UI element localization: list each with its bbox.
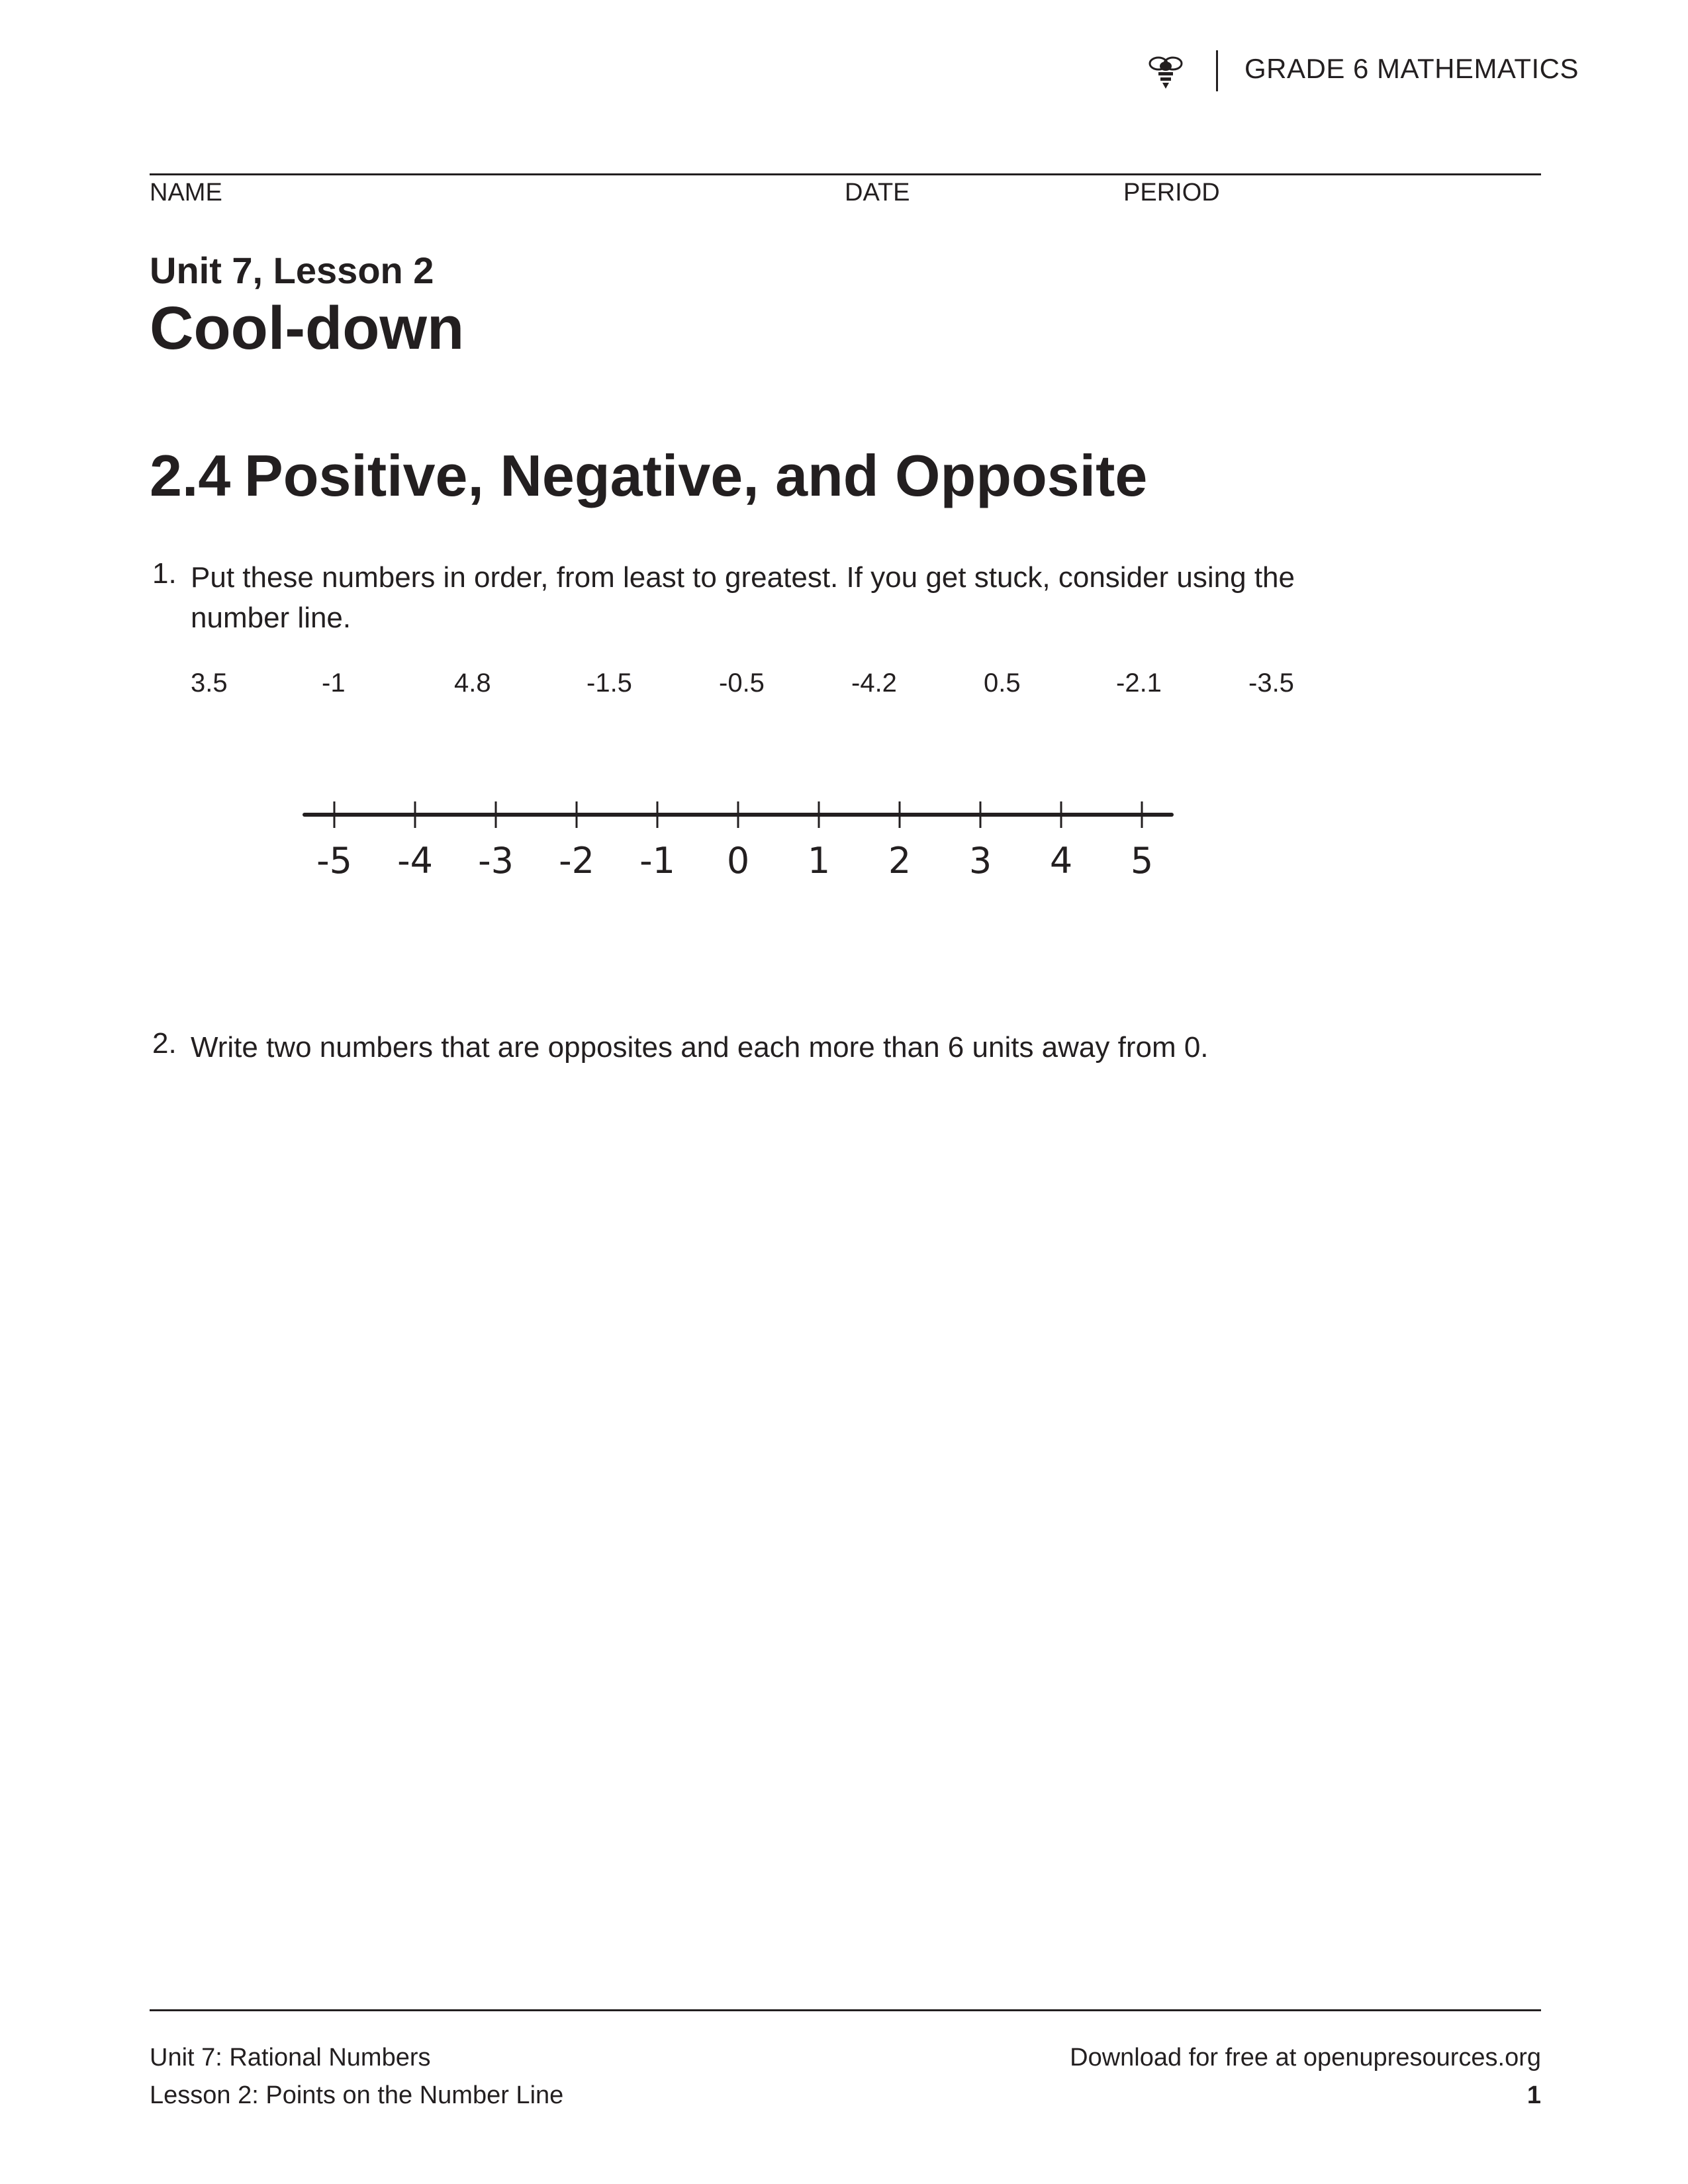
page-title: Cool-down — [150, 295, 465, 362]
footer-unit: Unit 7: Rational Numbers — [150, 2044, 431, 2071]
footer-rule — [150, 2009, 1541, 2011]
number-item: 4.8 — [454, 668, 491, 698]
bee-logo-icon — [1145, 52, 1186, 93]
number-line-tick-label: -1 — [639, 840, 675, 882]
number-item: -3.5 — [1248, 668, 1294, 698]
number-line-tick-label: 5 — [1130, 840, 1154, 882]
section-number: 2.4 — [150, 443, 231, 508]
section-title: Positive, Negative, and Opposite — [244, 443, 1148, 508]
footer-download-link[interactable]: Download for free at openupresources.org — [1070, 2044, 1541, 2071]
name-date-rule — [150, 173, 1541, 175]
footer-lesson: Lesson 2: Points on the Number Line — [150, 2081, 564, 2109]
question-1-text: Put these numbers in order, from least to greatest. If you get stuck, consider using the number line. — [191, 561, 1295, 634]
number-line — [291, 791, 1218, 890]
number-item: -0.5 — [719, 668, 765, 698]
number-line-tick-label: 3 — [968, 840, 992, 882]
unit-lesson-heading: Unit 7, Lesson 2 — [150, 250, 434, 291]
number-line-tick-label: 4 — [1049, 840, 1073, 882]
number-item: 3.5 — [191, 668, 228, 698]
number-item: -1.5 — [586, 668, 632, 698]
number-line-tick-label: -5 — [316, 840, 352, 882]
numbers-to-order — [191, 668, 1342, 708]
question-1-number: 1. — [152, 557, 177, 590]
number-line-tick-label: 2 — [888, 840, 912, 882]
number-item: 0.5 — [984, 668, 1021, 698]
number-line-tick-label: 1 — [807, 840, 831, 882]
period-label: PERIOD — [1123, 179, 1220, 206]
question-2-text: Write two numbers that are opposites and each more than 6 units away from 0. — [191, 1031, 1209, 1064]
name-label: NAME — [150, 179, 222, 206]
number-item: -1 — [322, 668, 346, 698]
number-item: -4.2 — [851, 668, 897, 698]
date-label: DATE — [845, 179, 910, 206]
page-number: 1 — [1526, 2081, 1541, 2109]
number-line-tick-label: -3 — [478, 840, 514, 882]
number-line-tick-label: 0 — [726, 840, 750, 882]
header-divider — [1216, 50, 1218, 91]
question-2-number: 2. — [152, 1027, 177, 1060]
grade-label: GRADE 6 MATHEMATICS — [1244, 53, 1579, 84]
number-line-tick-label: -2 — [559, 840, 594, 882]
number-item: -2.1 — [1116, 668, 1162, 698]
number-line-tick-label: -4 — [397, 840, 433, 882]
